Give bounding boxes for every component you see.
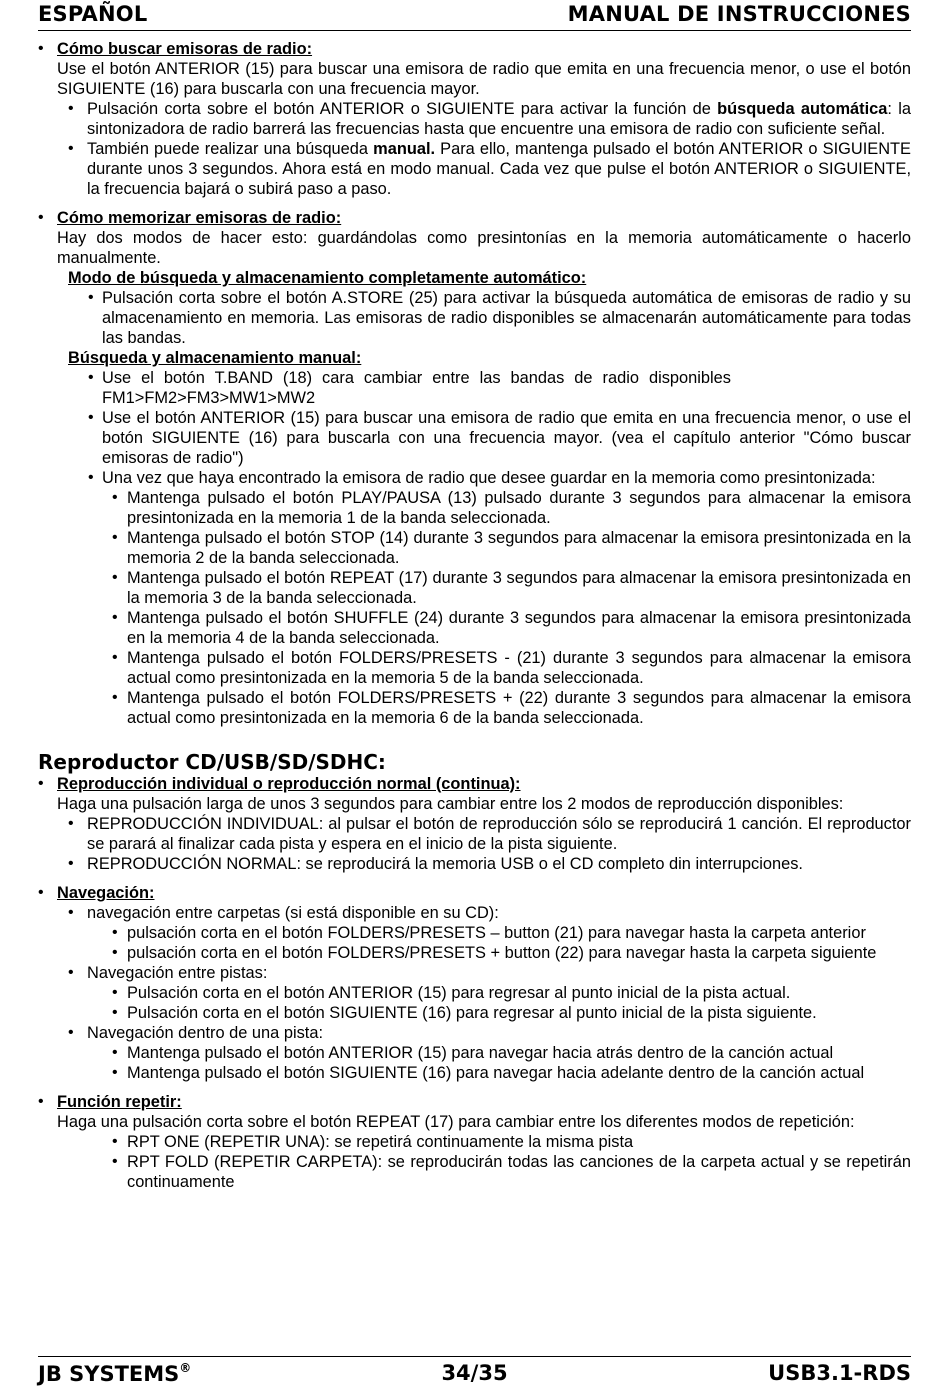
preset-item: • Mantenga pulsado el botón PLAY/PAUSA (13) pulsado durante 3 segundos para almacenar la emisora presintonizada en la memoria 1 de la banda seleccionada. <box>38 488 911 528</box>
memorizar-auto-title: Modo de búsqueda y almacenamiento completamente automático: <box>68 269 587 287</box>
memorizar-manual-item: • Una vez que haya encontrado la emisora de radio que desee guardar en la memoria como presintonizada: <box>38 468 911 488</box>
preset-item: • Mantenga pulsado el botón STOP (14) durante 3 segundos para almacenar la emisora presintonizada en la memoria 2 de la banda seleccionada. <box>38 528 911 568</box>
repetir-intro: Haga una pulsación corta sobre el botón REPEAT (17) para cambiar entre los diferentes modos de repetición: <box>57 1113 855 1131</box>
repetir-title: • Función repetir: <box>57 1093 182 1111</box>
buscar-item-auto-text2: : la sintonizadora de radio barrerá las frecuencias hasta que encuentre una emisora de radio con suficiente señal. <box>87 100 911 138</box>
section-repetir <box>38 1092 911 1132</box>
reproduccion-item: • REPRODUCCIÓN NORMAL: se reproducirá la memoria USB o el CD completo din interrupciones. <box>38 854 911 874</box>
memorizar-manual-item: • Use el botón ANTERIOR (15) para buscar una emisora de radio que emita en una frecuencia menor, o use el botón SIGUIENTE (16) para buscarla con una frecuencia mayor. (vea el capítulo anterior "Cómo buscar emisoras de radio") <box>38 408 911 468</box>
page-header <box>38 2 911 31</box>
nav-carpetas: • navegación entre carpetas (si está disponible en su CD): <box>38 903 911 923</box>
nav-pistas-item: • Pulsación corta en el botón SIGUIENTE (16) para regresar al punto inicial de la pista siguiente. <box>38 1003 911 1023</box>
footer-page-number: 34/35 <box>441 1361 508 1385</box>
buscar-item-auto-bold: búsqueda automática <box>717 100 888 118</box>
memorizar-intro: Hay dos modos de hacer esto: guardándolas como presintonías en la memoria automáticamente o hacerlo manualmente. <box>57 229 911 267</box>
buscar-item-manual-text2: Para ello, mantenga pulsado el botón ANTERIOR o SIGUIENTE durante unos 3 segundos. Ahora está en modo manual. Cada vez que pulse el botón ANTERIOR o SIGUIENTE, la frecuencia bajará o subirá paso a paso. <box>87 140 911 198</box>
section-buscar <box>38 39 911 99</box>
nav-carpetas-item: • pulsación corta en el botón FOLDERS/PRESETS – button (21) para navegar hasta la carpeta anterior <box>38 923 911 943</box>
header-language: ESPAÑOL <box>38 2 148 26</box>
section-memorizar <box>38 208 911 268</box>
buscar-item-auto <box>38 99 911 139</box>
preset-item: • Mantenga pulsado el botón FOLDERS/PRESETS + (22) durante 3 segundos para almacenar la emisora actual como presintonizada en la memoria 6 de la banda seleccionada. <box>38 688 911 728</box>
nav-dentro-item: • Mantenga pulsado el botón SIGUIENTE (16) para navegar hacia adelante dentro de la canción actual <box>38 1063 911 1083</box>
memorizar-manual-item: • Use el botón T.BAND (18) cara cambiar entre las bandas de radio disponibles FM1>FM2>FM3>MW1>MW2 <box>38 368 911 408</box>
repetir-item: • RPT ONE (REPETIR UNA): se repetirá continuamente la misma pista <box>38 1132 911 1152</box>
repetir-item: • RPT FOLD (REPETIR CARPETA): se reproducirán todas las canciones de la carpeta actual y se repetirán continuamente <box>38 1152 911 1192</box>
buscar-intro: Use el botón ANTERIOR (15) para buscar una emisora de radio que emita en una frecuencia menor, o use el botón SIGUIENTE (16) para buscarla con una frecuencia mayor. <box>57 60 911 98</box>
reproduccion-title: • Reproducción individual o reproducción normal (continua): <box>57 775 521 793</box>
section-reproduccion <box>38 774 911 814</box>
nav-pistas: • Navegación entre pistas: <box>38 963 911 983</box>
buscar-item-manual <box>38 139 911 199</box>
page-footer <box>38 1356 911 1393</box>
preset-item: • Mantenga pulsado el botón REPEAT (17) durante 3 segundos para almacenar la emisora presintonizada en la memoria 3 de la banda seleccionada. <box>38 568 911 608</box>
registered-mark: ® <box>179 1361 192 1375</box>
footer-brand-text: JB SYSTEMS <box>38 1362 180 1386</box>
memorizar-manual-title: Búsqueda y almacenamiento manual: <box>68 349 362 367</box>
reproduccion-item: • REPRODUCCIÓN INDIVIDUAL: al pulsar el botón de reproducción sólo se reproducirá 1 canción. El reproductor se parará al finalizar cada pista y espera en el inicio de la pista siguiente. <box>38 814 911 854</box>
section-title-reproductor: Reproductor CD/USB/SD/SDHC: <box>38 750 386 774</box>
preset-item: • Mantenga pulsado el botón SHUFFLE (24) durante 3 segundos para almacenar la emisora presintonizada en la memoria 4 de la banda seleccionada. <box>38 608 911 648</box>
nav-dentro: • Navegación dentro de una pista: <box>38 1023 911 1043</box>
header-manual-title: MANUAL DE INSTRUCCIONES <box>567 2 911 26</box>
nav-carpetas-item: • pulsación corta en el botón FOLDERS/PRESETS + button (22) para navegar hasta la carpeta siguiente <box>38 943 911 963</box>
buscar-item-manual-text: También puede realizar una búsqueda <box>87 140 374 158</box>
navegacion-title: • Navegación: <box>57 884 155 902</box>
buscar-title: • Cómo buscar emisoras de radio: <box>57 40 313 58</box>
footer-model: USB3.1-RDS <box>768 1361 911 1385</box>
buscar-item-auto-text: Pulsación corta sobre el botón ANTERIOR o SIGUIENTE para activar la función de <box>87 100 718 118</box>
memorizar-auto-item: • Pulsación corta sobre el botón A.STORE (25) para activar la búsqueda automática de emisoras de radio y su almacenamiento en memoria. Las emisoras de radio disponibles se almacenarán automáticamente para todas las bandas. <box>38 288 911 348</box>
nav-pistas-item: • Pulsación corta en el botón ANTERIOR (15) para regresar al punto inicial de la pista actual. <box>38 983 911 1003</box>
nav-dentro-item: • Mantenga pulsado el botón ANTERIOR (15) para navegar hacia atrás dentro de la canción actual <box>38 1043 911 1063</box>
reproduccion-intro: Haga una pulsación larga de unos 3 segundos para cambiar entre los 2 modos de reproducción disponibles: <box>57 795 844 813</box>
memorizar-title: • Cómo memorizar emisoras de radio: <box>57 209 342 227</box>
page-content <box>38 39 911 1192</box>
preset-item: • Mantenga pulsado el botón FOLDERS/PRESETS - (21) durante 3 segundos para almacenar la emisora actual como presintonizada en la memoria 5 de la banda seleccionada. <box>38 648 911 688</box>
buscar-item-manual-bold: manual. <box>373 140 436 158</box>
section-navegacion <box>38 883 911 903</box>
